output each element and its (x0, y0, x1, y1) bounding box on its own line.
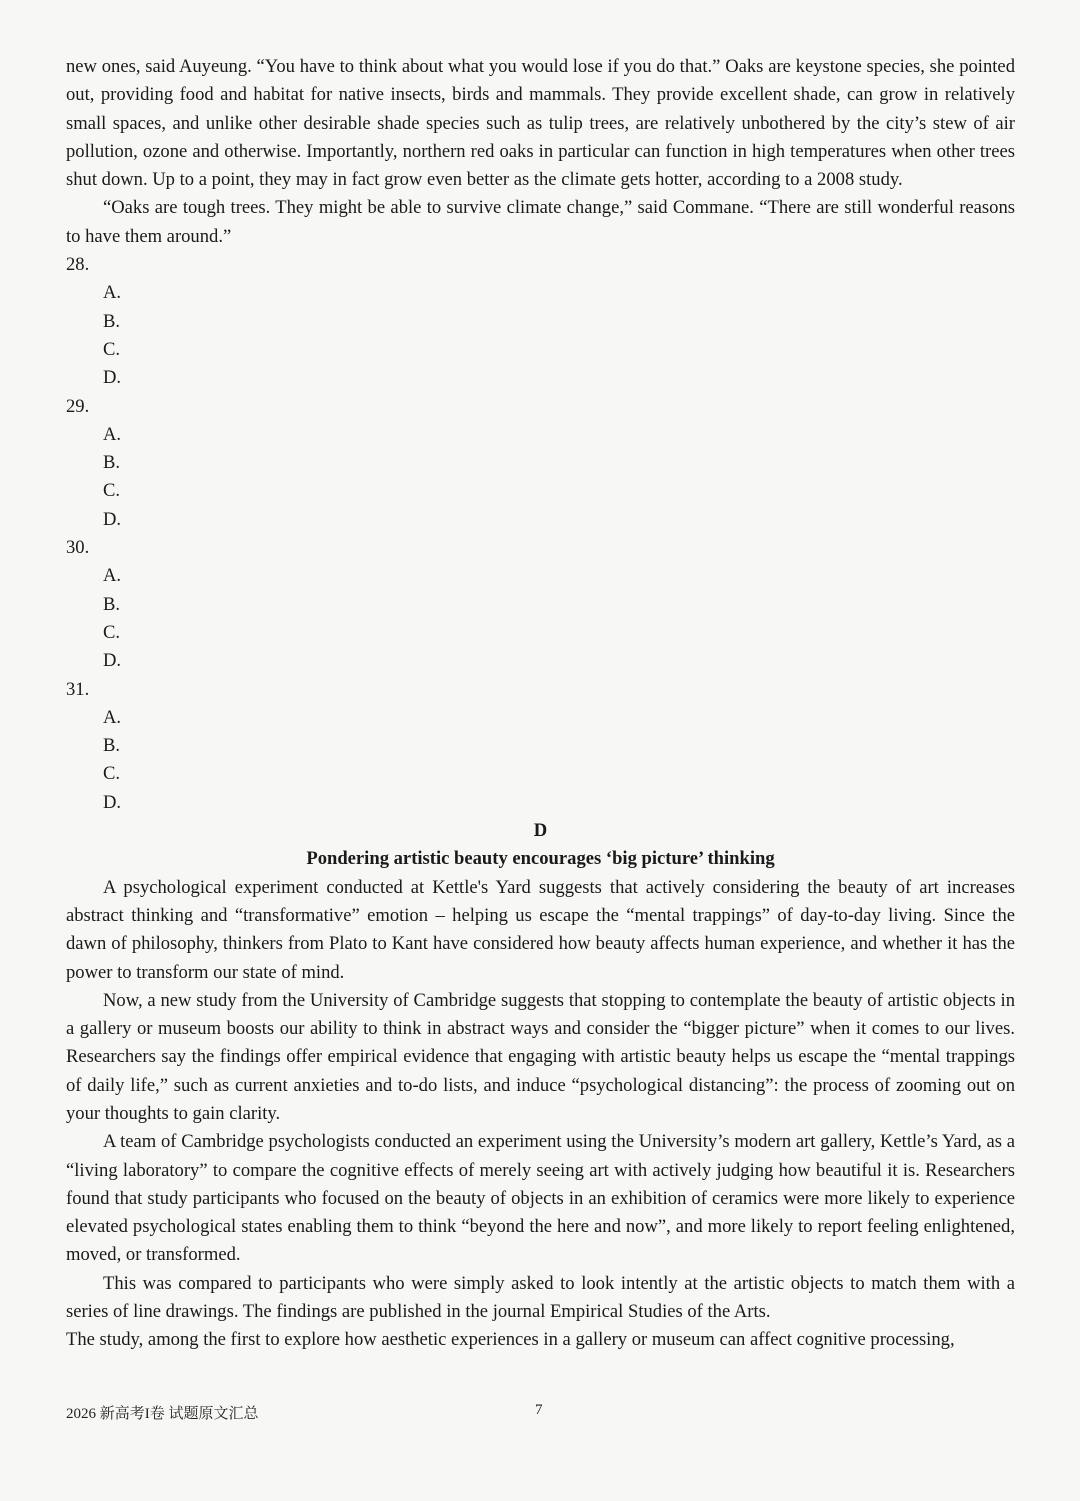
option-b: B. (103, 593, 121, 615)
paragraph-d-4: This was compared to participants who were simply asked to look intently at the artistic objects to match them with a series of line drawings. The findings are published in the journal Empirical Studies of the Arts. (66, 1272, 1015, 1323)
page-number: 7 (535, 1402, 543, 1418)
paragraph-oaks-2: “Oaks are tough trees. They might be able to survive climate change,” said Commane. “There are still wonderful reasons to have them around.” (66, 197, 1015, 247)
option-d: D. (103, 650, 122, 672)
paragraph-d-1: A psychological experiment conducted at Kettle's Yard suggests that actively considering the beauty of art increases abstract thinking and “transformative” emotion – helping us escape the “mental trappings” of day-to-day living. Since the dawn of philosophy, thinkers from Plato to Kant have considered how beauty affects human experience, and whether it has the power to transform our state of mind. (66, 876, 1015, 983)
option-d: D. (103, 367, 122, 389)
paragraph-d-5: The study, among the first to explore how aesthetic experiences in a gallery or museum can affect cognitive processing, (66, 1329, 955, 1351)
option-c: C. (103, 621, 121, 643)
option-a: A. (103, 423, 122, 445)
option-b: B. (103, 310, 121, 332)
paragraph-d-3: A team of Cambridge psychologists conducted an experiment using the University’s modern art gallery, Kettle’s Yard, as a “living laboratory” to compare the cognitive effects of merely seeing art with actively judging how beautiful it is. Researchers found that study participants who focused on the beauty of objects in an exhibition of ceramics were more likely to experience elevated psychological states enabling them to think “beyond the here and now”, and more likely to report feeling enlightened, moved, or transformed. (66, 1131, 1015, 1266)
question-29 (66, 393, 1015, 534)
footer-label: 2026 新高考I卷 试题原文汇总 (66, 1406, 259, 1422)
paragraph-d-2: Now, a new study from the University of Cambridge suggests that stopping to contemplate the beauty of artistic objects in a gallery or museum boosts our ability to think in abstract ways and consider the “bigger picture” when it comes to our lives. Researchers say the findings offer empirical evidence that engaging with artistic beauty helps us escape the “mental trappings of daily life,” such as current anxieties and to-do lists, and induce “psychological distancing”: the process of zooming out on your thoughts to gain clarity. (66, 989, 1015, 1124)
option-c: C. (103, 480, 121, 502)
question-number: 30. (66, 537, 90, 559)
option-a: A. (103, 282, 122, 304)
page-footer (66, 1402, 1015, 1426)
paragraph-oaks-1: new ones, said Auyeung. “You have to think about what you would lose if you do that.” Oaks are keystone species, she pointed out, providing food and habitat for native insects, birds and mammals. They provide excellent shade, can grow in relatively small spaces, and unlike other desirable shade species such as tulip trees, are relatively unbothered by the city’s stew of air pollution, ozone and otherwise. Importantly, northern red oaks in particular can function in high temperatures when other trees shut down. Up to a point, they may in fact grow even better as the climate gets hotter, according to a 2008 study. (66, 56, 1015, 191)
section-title: Pondering artistic beauty encourages ‘big picture’ thinking (306, 848, 775, 870)
question-number: 29. (66, 395, 90, 417)
option-c: C. (103, 338, 121, 360)
option-b: B. (103, 452, 121, 474)
question-number: 28. (66, 254, 90, 276)
question-28 (66, 251, 1015, 392)
question-30 (66, 534, 1015, 675)
option-d: D. (103, 508, 122, 530)
question-31 (66, 676, 1015, 817)
option-a: A. (103, 706, 122, 728)
option-a: A. (103, 565, 122, 587)
option-b: B. (103, 735, 121, 757)
section-letter: D (533, 820, 548, 842)
option-c: C. (103, 763, 121, 785)
document-page (66, 53, 1015, 1355)
option-d: D. (103, 791, 122, 813)
question-number: 31. (66, 678, 90, 700)
